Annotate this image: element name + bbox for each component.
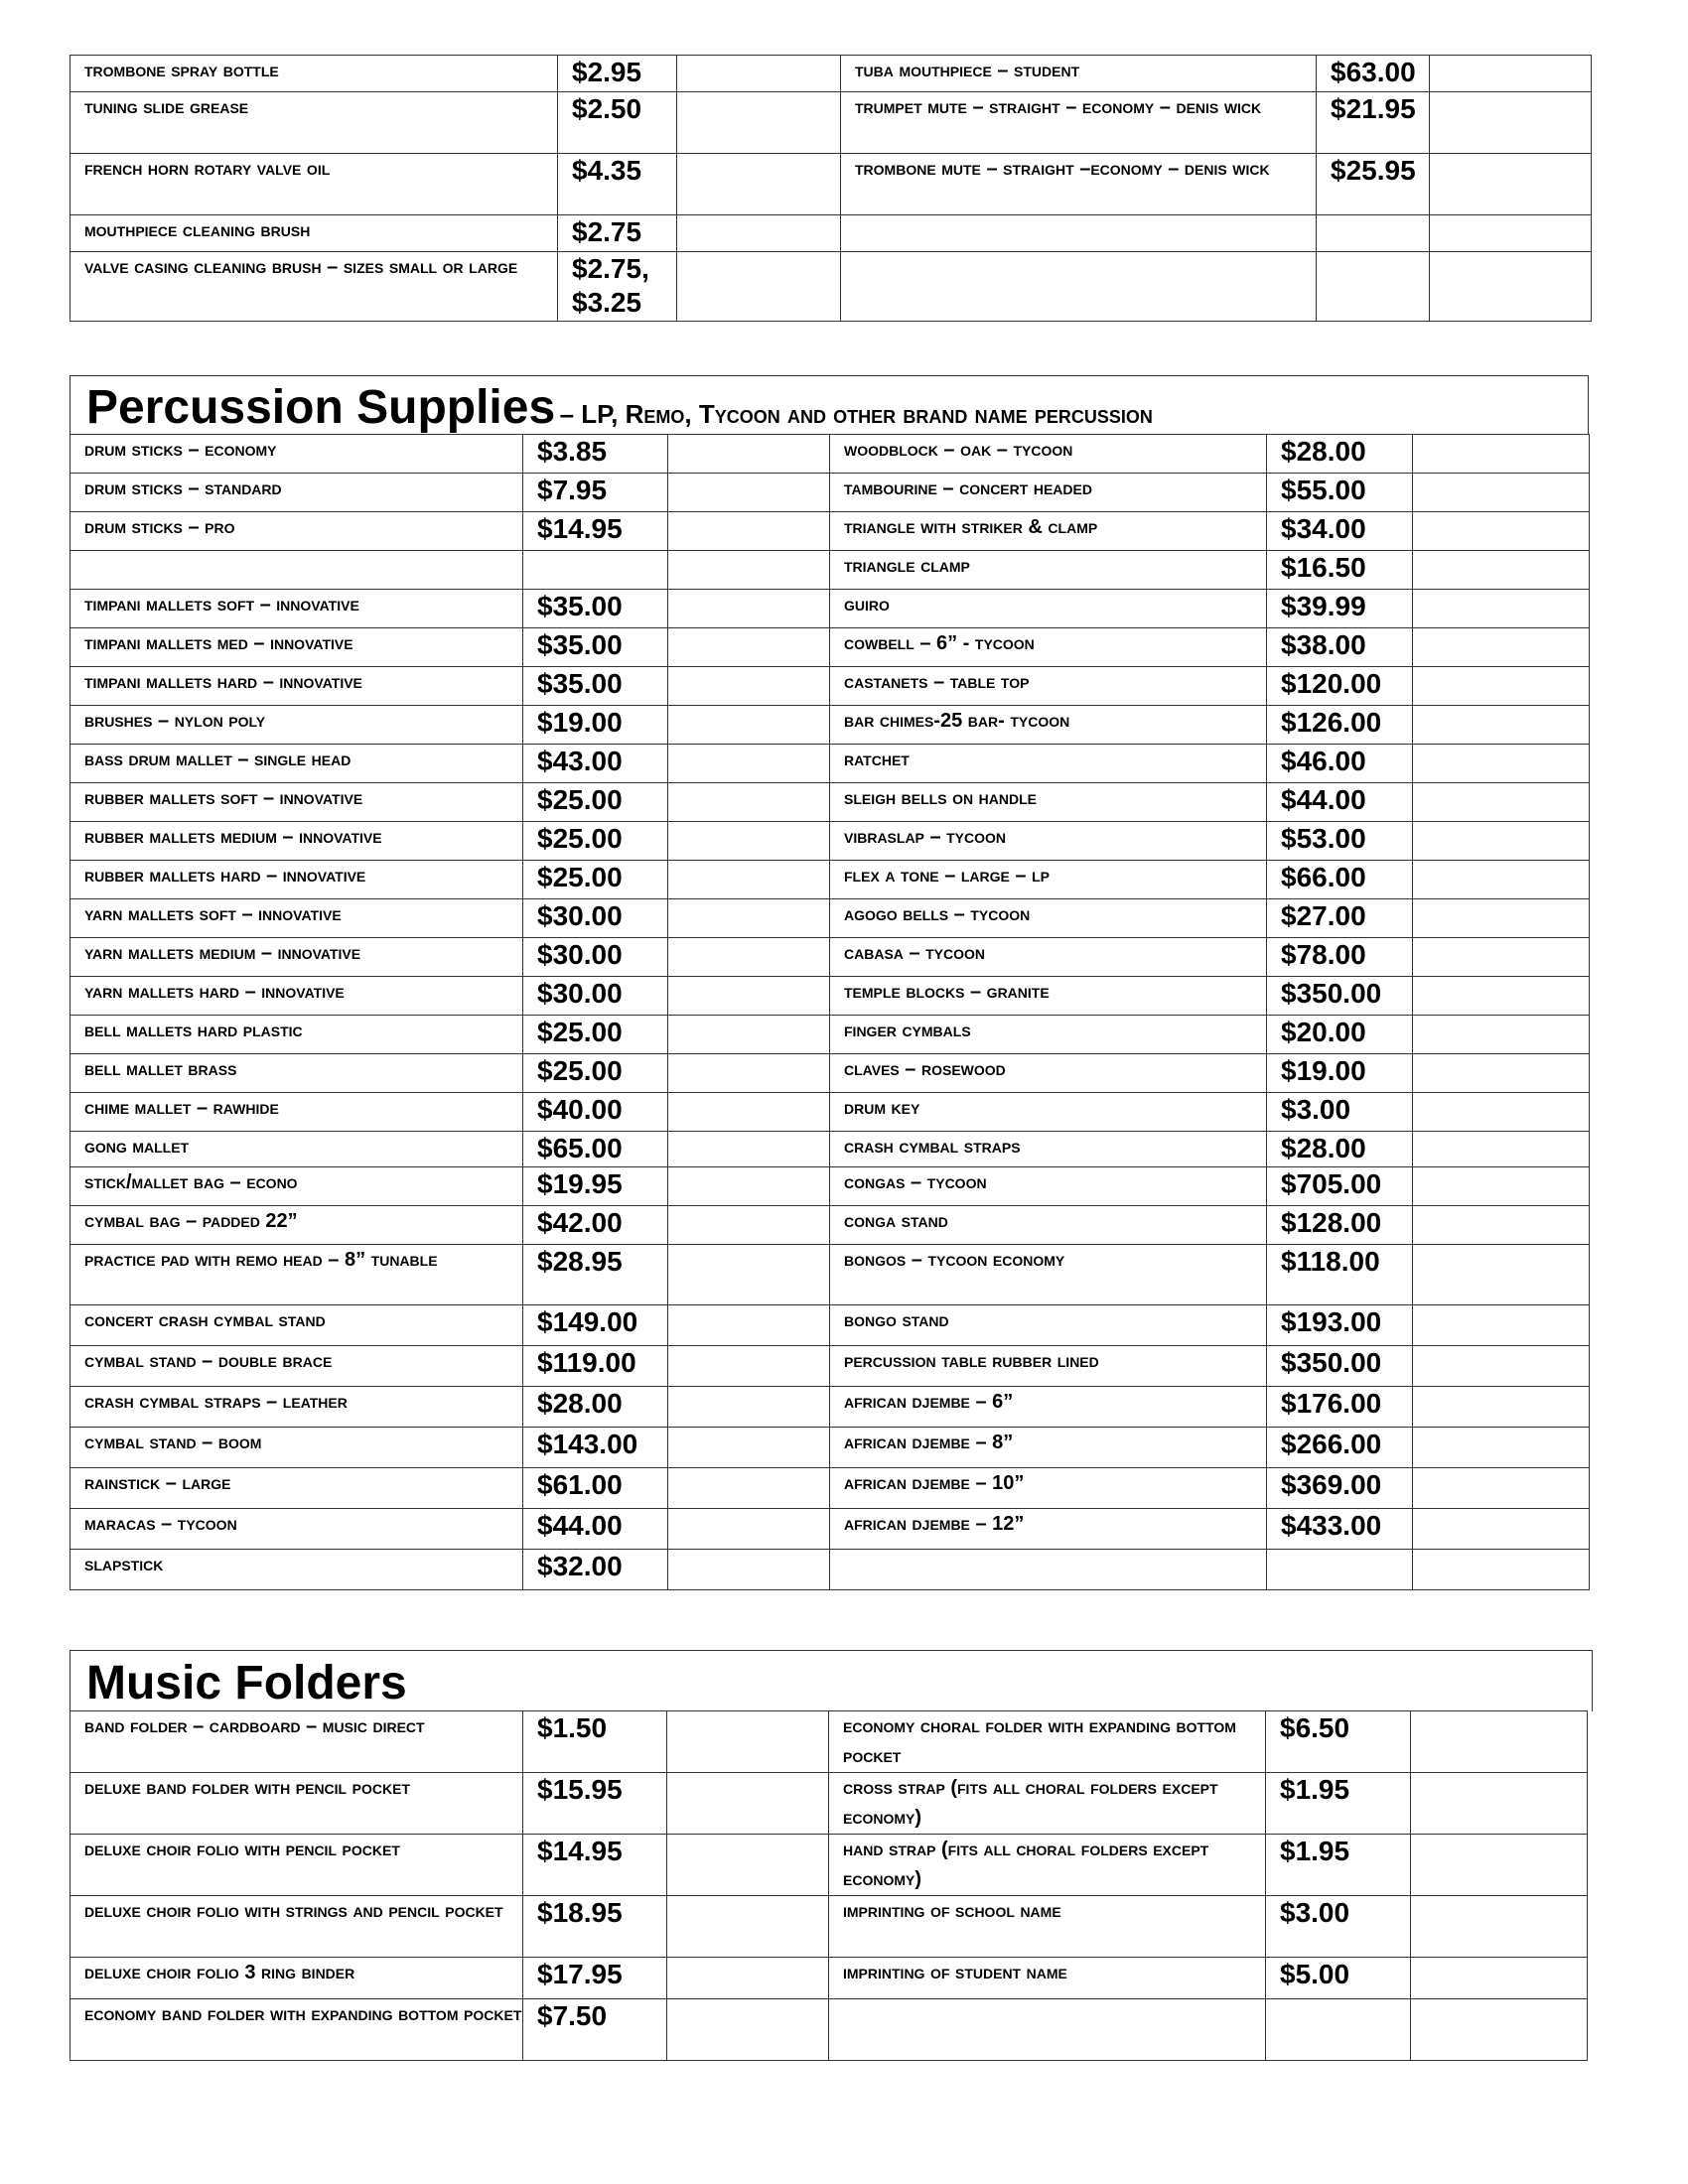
item-name-left: yarn mallets hard – innovative xyxy=(70,977,523,1016)
item-name-right: bongo stand xyxy=(830,1305,1267,1346)
item-name-left: chime mallet – rawhide xyxy=(70,1093,523,1132)
qty-cell-left xyxy=(668,783,830,822)
item-price-right: $44.00 xyxy=(1267,783,1413,822)
item-price-left: $28.00 xyxy=(523,1387,668,1428)
percussion-body xyxy=(70,435,1590,1590)
item-name-left: rubber mallets hard – innovative xyxy=(70,861,523,899)
item-name-left: cymbal bag – padded 22” xyxy=(70,1206,523,1245)
item-price-right: $120.00 xyxy=(1267,667,1413,706)
qty-cell-right xyxy=(1413,899,1590,938)
item-name-left: yarn mallets medium – innovative xyxy=(70,938,523,977)
table-row xyxy=(70,435,1590,474)
item-price-left: $17.95 xyxy=(523,1958,667,1999)
item-name-left: concert crash cymbal stand xyxy=(70,1305,523,1346)
item-price-right: $25.95 xyxy=(1317,154,1430,215)
item-name-right: imprinting of student name xyxy=(829,1958,1266,1999)
item-name-left: cymbal stand – double brace xyxy=(70,1346,523,1387)
qty-cell-left xyxy=(668,667,830,706)
item-price-right: $34.00 xyxy=(1267,512,1413,551)
item-name-right: bar chimes-25 bar- tycoon xyxy=(830,706,1267,745)
qty-cell-right xyxy=(1411,1773,1588,1835)
item-price-left: $25.00 xyxy=(523,783,668,822)
item-price-left: $32.00 xyxy=(523,1550,668,1590)
qty-cell-left xyxy=(668,1387,830,1428)
item-name-left: economy band folder with expanding bottom pocket xyxy=(70,1999,523,2061)
item-name-left: bell mallets hard plastic xyxy=(70,1016,523,1054)
qty-cell-left xyxy=(667,1958,829,1999)
item-price-left: $149.00 xyxy=(523,1305,668,1346)
item-name-left: timpani mallets hard – innovative xyxy=(70,667,523,706)
item-price-left: $35.00 xyxy=(523,667,668,706)
qty-cell-left xyxy=(668,474,830,512)
item-price-right: $705.00 xyxy=(1267,1167,1413,1206)
table-row xyxy=(70,1016,1590,1054)
qty-cell-right xyxy=(1430,92,1592,154)
item-name-left: yarn mallets soft – innovative xyxy=(70,899,523,938)
table-row xyxy=(70,590,1590,628)
qty-cell-left xyxy=(677,215,841,252)
qty-cell-left xyxy=(677,252,841,322)
qty-cell-right xyxy=(1413,628,1590,667)
qty-cell-right xyxy=(1413,1428,1590,1468)
item-price-left: $44.00 xyxy=(523,1509,668,1550)
qty-cell-left xyxy=(677,154,841,215)
item-name-right: african djembe – 12” xyxy=(830,1509,1267,1550)
qty-cell-right xyxy=(1413,667,1590,706)
item-price-right: $27.00 xyxy=(1267,899,1413,938)
table-row xyxy=(70,1387,1590,1428)
item-price-right: $369.00 xyxy=(1267,1468,1413,1509)
item-name-right: cowbell – 6” - tycoon xyxy=(830,628,1267,667)
item-name-right: drum key xyxy=(830,1093,1267,1132)
table-row xyxy=(70,667,1590,706)
table-row xyxy=(70,1346,1590,1387)
item-name-left: valve casing cleaning brush – sizes small or large xyxy=(70,252,558,322)
item-name-right: tuba mouthpiece – student xyxy=(841,56,1317,92)
table-row xyxy=(70,1305,1590,1346)
qty-cell-right xyxy=(1430,215,1592,252)
item-price-right: $3.00 xyxy=(1266,1896,1411,1958)
item-name-left: drum sticks – economy xyxy=(70,435,523,474)
qty-cell-left xyxy=(668,861,830,899)
qty-cell-right xyxy=(1413,783,1590,822)
item-name-right xyxy=(841,252,1317,322)
qty-cell-right xyxy=(1413,1054,1590,1093)
table-row xyxy=(70,1550,1590,1590)
item-price-left: $1.50 xyxy=(523,1711,667,1773)
item-price-left: $42.00 xyxy=(523,1206,668,1245)
qty-cell-right xyxy=(1413,1167,1590,1206)
table-row xyxy=(70,745,1590,783)
item-name-right: flex a tone – large – lp xyxy=(830,861,1267,899)
item-price-right: $118.00 xyxy=(1267,1245,1413,1305)
item-name-left: crash cymbal straps – leather xyxy=(70,1387,523,1428)
percussion-subtitle: – LP, Remo, Tycoon and other brand name percussion xyxy=(559,399,1153,429)
table-row xyxy=(70,1509,1590,1550)
item-price-right: $128.00 xyxy=(1267,1206,1413,1245)
item-name-right: hand strap (fits all choral folders except economy) xyxy=(829,1835,1266,1896)
item-name-left: bell mallet brass xyxy=(70,1054,523,1093)
item-price-right: $126.00 xyxy=(1267,706,1413,745)
qty-cell-left xyxy=(668,512,830,551)
table-row xyxy=(70,1132,1590,1167)
item-price-right: $193.00 xyxy=(1267,1305,1413,1346)
qty-cell-right xyxy=(1413,1016,1590,1054)
table-row xyxy=(70,1835,1588,1896)
item-name-right: vibraslap – tycoon xyxy=(830,822,1267,861)
qty-cell-right xyxy=(1413,1468,1590,1509)
table-row xyxy=(70,1206,1590,1245)
item-price-right: $6.50 xyxy=(1266,1711,1411,1773)
item-price-left: $65.00 xyxy=(523,1132,668,1167)
item-name-right: woodblock – oak – tycoon xyxy=(830,435,1267,474)
qty-cell-left xyxy=(667,1711,829,1773)
qty-cell-left xyxy=(668,1428,830,1468)
item-name-right: ratchet xyxy=(830,745,1267,783)
item-price-right: $16.50 xyxy=(1267,551,1413,590)
item-price-right: $350.00 xyxy=(1267,1346,1413,1387)
qty-cell-right xyxy=(1413,590,1590,628)
item-name-right: percussion table rubber lined xyxy=(830,1346,1267,1387)
item-name-left: timpani mallets med – innovative xyxy=(70,628,523,667)
table-row xyxy=(70,1958,1588,1999)
qty-cell-right xyxy=(1413,1305,1590,1346)
qty-cell-left xyxy=(668,1167,830,1206)
item-price-left: $2.95 xyxy=(558,56,677,92)
table-row xyxy=(70,822,1590,861)
qty-cell-right xyxy=(1430,154,1592,215)
qty-cell-left xyxy=(668,551,830,590)
item-price-left: $25.00 xyxy=(523,1016,668,1054)
item-price-right: $28.00 xyxy=(1267,435,1413,474)
table-row xyxy=(70,551,1590,590)
brass-accessories-body xyxy=(70,56,1592,322)
item-name-left: deluxe choir folio with strings and pencil pocket xyxy=(70,1896,523,1958)
item-price-right xyxy=(1317,215,1430,252)
qty-cell-right xyxy=(1413,1509,1590,1550)
item-price-left: $2.75, $3.25 xyxy=(558,252,677,322)
qty-cell-right xyxy=(1413,551,1590,590)
qty-cell-right xyxy=(1413,822,1590,861)
qty-cell-right xyxy=(1413,1132,1590,1167)
table-row xyxy=(70,628,1590,667)
table-row xyxy=(70,1428,1590,1468)
item-price-right: $53.00 xyxy=(1267,822,1413,861)
item-name-right xyxy=(829,1999,1266,2061)
item-name-right: castanets – table top xyxy=(830,667,1267,706)
item-name-right xyxy=(841,215,1317,252)
item-price-left: $19.00 xyxy=(523,706,668,745)
table-row xyxy=(70,474,1590,512)
qty-cell-right xyxy=(1413,977,1590,1016)
item-name-right: conga stand xyxy=(830,1206,1267,1245)
item-price-right: $21.95 xyxy=(1317,92,1430,154)
item-price-left xyxy=(523,551,668,590)
qty-cell-left xyxy=(668,745,830,783)
qty-cell-left xyxy=(668,1093,830,1132)
item-name-left: drum sticks – pro xyxy=(70,512,523,551)
qty-cell-right xyxy=(1413,938,1590,977)
item-price-right xyxy=(1266,1999,1411,2061)
qty-cell-left xyxy=(668,822,830,861)
qty-cell-left xyxy=(668,1305,830,1346)
item-price-left: $2.75 xyxy=(558,215,677,252)
item-price-left: $14.95 xyxy=(523,512,668,551)
item-price-left: $61.00 xyxy=(523,1468,668,1509)
item-price-left: $30.00 xyxy=(523,899,668,938)
item-name-left: mouthpiece cleaning brush xyxy=(70,215,558,252)
item-name-left: tuning slide grease xyxy=(70,92,558,154)
table-row xyxy=(70,783,1590,822)
item-name-right: trombone mute – straight –economy – denis wick xyxy=(841,154,1317,215)
item-price-left: $43.00 xyxy=(523,745,668,783)
item-price-right: $55.00 xyxy=(1267,474,1413,512)
brass-accessories-table xyxy=(70,55,1592,322)
qty-cell-left xyxy=(668,1245,830,1305)
item-price-left: $35.00 xyxy=(523,628,668,667)
qty-cell-left xyxy=(668,1206,830,1245)
qty-cell-left xyxy=(668,1509,830,1550)
qty-cell-right xyxy=(1413,706,1590,745)
qty-cell-right xyxy=(1413,1206,1590,1245)
item-name-left: stick/mallet bag – econo xyxy=(70,1167,523,1206)
item-price-right: $1.95 xyxy=(1266,1835,1411,1896)
item-name-left: rainstick – large xyxy=(70,1468,523,1509)
item-name-right: imprinting of school name xyxy=(829,1896,1266,1958)
folders-body xyxy=(70,1711,1588,2061)
item-price-left: $7.95 xyxy=(523,474,668,512)
item-price-left: $30.00 xyxy=(523,977,668,1016)
table-row xyxy=(70,938,1590,977)
item-name-right: triangle with striker & clamp xyxy=(830,512,1267,551)
item-name-left: bass drum mallet – single head xyxy=(70,745,523,783)
qty-cell-left xyxy=(668,1468,830,1509)
item-name-left: deluxe choir folio 3 ring binder xyxy=(70,1958,523,1999)
table-row xyxy=(70,1245,1590,1305)
table-row xyxy=(70,977,1590,1016)
item-name-right: finger cymbals xyxy=(830,1016,1267,1054)
item-price-left: $7.50 xyxy=(523,1999,667,2061)
item-price-right: $3.00 xyxy=(1267,1093,1413,1132)
folders-header xyxy=(70,1650,1593,1711)
folders-title: Music Folders xyxy=(86,1657,407,1709)
item-name-left: band folder – cardboard – music direct xyxy=(70,1711,523,1773)
qty-cell-left xyxy=(667,1999,829,2061)
item-name-right: economy choral folder with expanding bottom pocket xyxy=(829,1711,1266,1773)
table-row xyxy=(70,56,1592,92)
item-name-left: maracas – tycoon xyxy=(70,1509,523,1550)
item-name-left: deluxe band folder with pencil pocket xyxy=(70,1773,523,1835)
table-row xyxy=(70,1054,1590,1093)
qty-cell-right xyxy=(1413,1245,1590,1305)
table-row xyxy=(70,1711,1588,1773)
item-price-left: $19.95 xyxy=(523,1167,668,1206)
qty-cell-left xyxy=(667,1773,829,1835)
qty-cell-right xyxy=(1413,861,1590,899)
table-row xyxy=(70,215,1592,252)
item-price-left: $18.95 xyxy=(523,1896,667,1958)
item-name-left: french horn rotary valve oil xyxy=(70,154,558,215)
qty-cell-right xyxy=(1430,252,1592,322)
item-price-right: $176.00 xyxy=(1267,1387,1413,1428)
table-row xyxy=(70,252,1592,322)
qty-cell-right xyxy=(1413,474,1590,512)
qty-cell-left xyxy=(668,590,830,628)
item-price-right: $266.00 xyxy=(1267,1428,1413,1468)
table-row xyxy=(70,706,1590,745)
item-name-left: timpani mallets soft – innovative xyxy=(70,590,523,628)
item-name-right: trumpet mute – straight – economy – denis wick xyxy=(841,92,1317,154)
qty-cell-left xyxy=(668,938,830,977)
item-price-right: $66.00 xyxy=(1267,861,1413,899)
qty-cell-right xyxy=(1413,1550,1590,1590)
item-name-left: drum sticks – standard xyxy=(70,474,523,512)
item-name-left: trombone spray bottle xyxy=(70,56,558,92)
item-name-right: african djembe – 6” xyxy=(830,1387,1267,1428)
qty-cell-left xyxy=(667,1835,829,1896)
table-row xyxy=(70,1167,1590,1206)
qty-cell-right xyxy=(1413,1346,1590,1387)
qty-cell-right xyxy=(1413,435,1590,474)
item-price-right: $20.00 xyxy=(1267,1016,1413,1054)
item-price-left: $25.00 xyxy=(523,1054,668,1093)
qty-cell-left xyxy=(668,1054,830,1093)
qty-cell-left xyxy=(667,1896,829,1958)
item-name-right: triangle clamp xyxy=(830,551,1267,590)
item-name-left: gong mallet xyxy=(70,1132,523,1167)
item-name-right: crash cymbal straps xyxy=(830,1132,1267,1167)
table-row xyxy=(70,1468,1590,1509)
qty-cell-right xyxy=(1413,1387,1590,1428)
item-price-left: $2.50 xyxy=(558,92,677,154)
item-price-right: $46.00 xyxy=(1267,745,1413,783)
item-name-right: congas – tycoon xyxy=(830,1167,1267,1206)
item-price-right xyxy=(1267,1550,1413,1590)
item-price-left: $15.95 xyxy=(523,1773,667,1835)
table-row xyxy=(70,154,1592,215)
item-price-left: $4.35 xyxy=(558,154,677,215)
item-name-right: tambourine – concert headed xyxy=(830,474,1267,512)
item-name-left: deluxe choir folio with pencil pocket xyxy=(70,1835,523,1896)
item-price-right: $19.00 xyxy=(1267,1054,1413,1093)
item-name-right xyxy=(830,1550,1267,1590)
item-name-left: cymbal stand – boom xyxy=(70,1428,523,1468)
item-price-right: $28.00 xyxy=(1267,1132,1413,1167)
item-price-left: $40.00 xyxy=(523,1093,668,1132)
item-name-right: agogo bells – tycoon xyxy=(830,899,1267,938)
item-price-left: $28.95 xyxy=(523,1245,668,1305)
qty-cell-left xyxy=(668,1132,830,1167)
item-name-right: african djembe – 8” xyxy=(830,1428,1267,1468)
item-price-left: $3.85 xyxy=(523,435,668,474)
item-name-right: temple blocks – granite xyxy=(830,977,1267,1016)
table-row xyxy=(70,899,1590,938)
table-row xyxy=(70,1773,1588,1835)
item-name-left: rubber mallets medium – innovative xyxy=(70,822,523,861)
item-price-left: $35.00 xyxy=(523,590,668,628)
qty-cell-right xyxy=(1413,512,1590,551)
item-price-left: $25.00 xyxy=(523,822,668,861)
item-name-right: bongos – tycoon economy xyxy=(830,1245,1267,1305)
table-row xyxy=(70,1093,1590,1132)
item-price-right xyxy=(1317,252,1430,322)
item-name-right: guiro xyxy=(830,590,1267,628)
item-price-right: $38.00 xyxy=(1267,628,1413,667)
percussion-table xyxy=(70,434,1590,1590)
qty-cell-right xyxy=(1411,1835,1588,1896)
qty-cell-left xyxy=(668,706,830,745)
item-price-left: $30.00 xyxy=(523,938,668,977)
item-price-right: $1.95 xyxy=(1266,1773,1411,1835)
qty-cell-left xyxy=(668,977,830,1016)
qty-cell-right xyxy=(1411,1958,1588,1999)
percussion-header xyxy=(70,375,1589,435)
qty-cell-right xyxy=(1413,1093,1590,1132)
item-price-left: $25.00 xyxy=(523,861,668,899)
item-name-left: brushes – nylon poly xyxy=(70,706,523,745)
item-price-left: $14.95 xyxy=(523,1835,667,1896)
item-price-right: $78.00 xyxy=(1267,938,1413,977)
qty-cell-left xyxy=(677,92,841,154)
item-name-left: rubber mallets soft – innovative xyxy=(70,783,523,822)
qty-cell-right xyxy=(1411,1999,1588,2061)
item-name-right: cabasa – tycoon xyxy=(830,938,1267,977)
folders-table xyxy=(70,1710,1588,2061)
qty-cell-left xyxy=(668,1550,830,1590)
qty-cell-right xyxy=(1413,745,1590,783)
item-price-left: $143.00 xyxy=(523,1428,668,1468)
qty-cell-left xyxy=(668,899,830,938)
item-price-left: $119.00 xyxy=(523,1346,668,1387)
item-price-right: $39.99 xyxy=(1267,590,1413,628)
table-row xyxy=(70,1896,1588,1958)
table-row xyxy=(70,512,1590,551)
qty-cell-left xyxy=(668,628,830,667)
qty-cell-right xyxy=(1411,1711,1588,1773)
qty-cell-left xyxy=(677,56,841,92)
qty-cell-left xyxy=(668,435,830,474)
item-name-left: practice pad with remo head – 8” tunable xyxy=(70,1245,523,1305)
qty-cell-left xyxy=(668,1346,830,1387)
item-price-right: $5.00 xyxy=(1266,1958,1411,1999)
item-name-right: claves – rosewood xyxy=(830,1054,1267,1093)
qty-cell-right xyxy=(1411,1896,1588,1958)
item-name-right: sleigh bells on handle xyxy=(830,783,1267,822)
percussion-title: Percussion Supplies xyxy=(86,381,556,434)
table-row xyxy=(70,861,1590,899)
item-name-right: african djembe – 10” xyxy=(830,1468,1267,1509)
item-price-right: $350.00 xyxy=(1267,977,1413,1016)
item-price-right: $433.00 xyxy=(1267,1509,1413,1550)
item-price-right: $63.00 xyxy=(1317,56,1430,92)
table-row xyxy=(70,92,1592,154)
qty-cell-left xyxy=(668,1016,830,1054)
qty-cell-right xyxy=(1430,56,1592,92)
table-row xyxy=(70,1999,1588,2061)
item-name-left: slapstick xyxy=(70,1550,523,1590)
item-name-right: cross strap (fits all choral folders except economy) xyxy=(829,1773,1266,1835)
item-name-left xyxy=(70,551,523,590)
